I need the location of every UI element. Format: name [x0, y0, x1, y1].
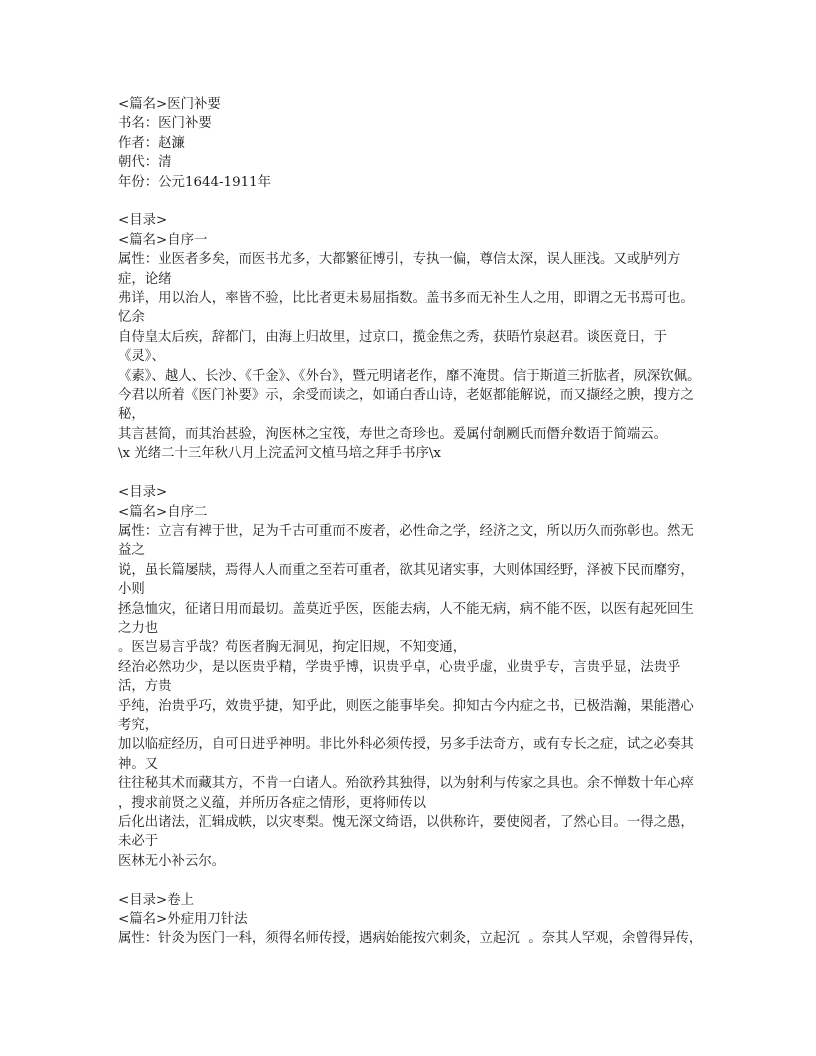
text-line: 属性：针灸为医门一科，须得名师传授，遇病始能按穴刺灸，立起沉 。奈其人罕观，余曾得异传， [118, 931, 703, 947]
text-line: 其言甚简，而其治甚验，洵医林之宝筏，寿世之奇珍也。爰属付剞劂氏而僭弁数语于简端云。 [118, 426, 668, 442]
text-line: 拯急恤灾，征诸日用而最切。盖莫近乎医，医能去病，人不能无病，病不能不医，以医有起死回生之力也 [118, 601, 694, 636]
dynasty: 朝代：清 [118, 155, 172, 171]
text-line: 自侍皇太后疾，辞都门，由海上归故里，过京口，揽金焦之秀，获晤竹泉赵君。谈医竟日，于《灵》、 [118, 329, 668, 365]
text-line: 今君以所着《医门补要》示，余受而读之，如诵白香山诗，老妪都能解说，而又撷经之腴，搜方之秘， [118, 388, 694, 423]
text-line: 乎纯，治贵乎巧，效贵乎捷，知乎此，则医之能事毕矣。抑知古今内症之书，已极浩瀚，果能潜心考究， [118, 698, 694, 733]
text-line: 说，虽长篇屡牍，焉得人人而重之至若可重者，欲其见诸实事，大则体国经野，泽被下民而靡穷，小则 [118, 562, 694, 598]
spacer [118, 464, 703, 483]
text-line: 加以临症经历，自可日进乎神明。非比外科必须传授，另多手法奇方，或有专长之症，试之必奏其神。又 [118, 737, 694, 772]
section-heading: <篇名>自序一 [118, 232, 208, 248]
text-line: 弗详，用以治人，率皆不验，比比者更未易屈指数。盖书多而无补生人之用，即谓之无书焉可也。忆余 [118, 291, 694, 326]
text-line: 属性：业医者多矣，而医书尤多，大都繁征博引，专执一偏，尊信太深，误人匪浅。又或胪列方症，论绪 [118, 252, 681, 287]
text-line: 医林无小补云尔。 [118, 853, 226, 869]
section-heading: <篇名>自序二 [118, 504, 208, 520]
text-line: \x 光绪二十三年秋八月上浣孟河文植马培之拜手书序\x [118, 446, 441, 462]
text-line: 往往秘其术而藏其方，不肯一白诸人。殆欲矜其独得，以为射利与传家之具也。余不惮数十年心瘁 [118, 776, 694, 792]
text-line: 。医岂易言乎哉？苟医者胸无洞见，拘定旧规，不知变通， [118, 640, 467, 656]
text-line: 后化出诸法，汇辑成帙，以灾枣梨。愧无深文绮语，以供称许，要使阅者，了然心目。一得之愚，未必于 [118, 815, 694, 850]
text-line: ，搜求前贤之义蕴，并所历各症之情形，更将师传以 [118, 795, 426, 811]
book-name: 书名：医门补要 [118, 116, 212, 132]
spacer [118, 871, 703, 890]
author: 作者：赵濂 [118, 135, 185, 151]
section-heading: <篇名>外症用刀针法 [118, 912, 248, 928]
header-title: <篇名>医门补要 [118, 97, 221, 112]
document-page [118, 95, 703, 949]
catalog-label: <目录> [118, 213, 168, 229]
catalog-label: <目录>卷上 [118, 892, 195, 908]
years: 年份：公元1644-1911年 [118, 174, 272, 190]
spacer [118, 192, 703, 211]
text-line: 《素》、越人、长沙、《千金》、《外台》，暨元明诸老作，靡不淹贯。信于斯道三折肱者，夙深钦佩。 [118, 368, 701, 384]
text-line: 经治必然功少，是以医贵乎精，学贵乎博，识贵乎卓，心贵乎虚，业贵乎专，言贵乎显，法贵乎活，方贵 [118, 659, 681, 695]
catalog-label: <目录> [118, 485, 168, 501]
text-line: 属性：立言有裨于世，足为千古可重而不废者，必性命之学，经济之文，所以历久而弥彰也。然无益之 [118, 523, 694, 559]
